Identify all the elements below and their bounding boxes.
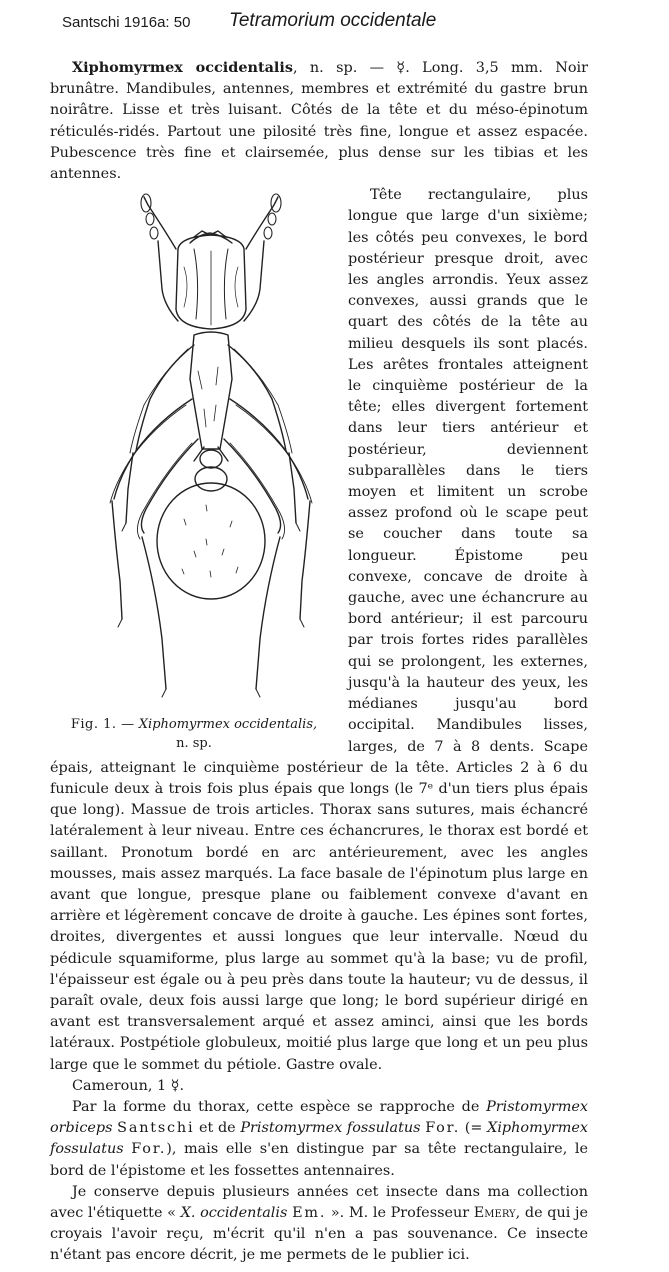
ant-illustration xyxy=(86,189,336,709)
closing-text-3: , de qui je croyais l'avoir reçu, m'écrit qu'il n'en a pas souvenance. Ce insecte n'étant pas encore décrit, je me permets de le publier ici. xyxy=(50,1204,588,1264)
intro-text: , n. sp. — ☿. Long. 3,5 mm. Noir brunâtre. Mandibules, antennes, membres et extrémité du gastre brun noirâtre. Lisse et très luisant. Côtés de la tête et du méso-épinotum réticulés-ridés. Partout une pilosité très fine, longue et assez espacée. Pubescence très fine et clairsemée, plus dense sur les tibias et les antennes. xyxy=(50,60,588,183)
description-paragraph: Tête rectangulaire, plus longue que large d'un sixième; les côtés peu convexes, le bord postérieur presque droit, avec les angles arrondis. Yeux assez convexes, aussi grands que le quart des côtés de la tête au milieu desquels ils sont placés. Les arêtes frontales atteignent le cinquième postérieur de la tête; elles divergent fortement dans leur tiers antérieur et postérieur, deviennent subparallèles dans le tiers moyen et limitent un scrobe assez profond où le scape peut se coucher dans toute sa longueur. Épistome peu convexe, concave de droite à gauche, avec une échancrure au bord antérieur; il est parcouru par trois fortes rides parallèles qui se prolongent, les externes, jusqu'à la hauteur des yeux, les médianes jusqu'au bord occipital. Mandibules lisses, larges, de 7 à 8 dents. Scape épais, atteignant le cinquième postérieur de la tête. Articles 2 à 6 du funicule deux à trois fois plus épais que longs (le 7ᵉ d'un tiers plus épais que long). Massue de trois articles. Thorax sans sutures, mais échancré latéralement à leur niveau. Entre ces échancrures, le thorax est bordé et saillant. Pronotum bordé en arc antérieurement, avec les angles mousses, mais assez marqués. La face basale de l'épinotum plus large en avant que longue, presque plane ou faiblement convexe d'avant en arrière et légèrement concave de droite à gauche. Les épines sont fortes, droites, divergentes et aussi longues que leur intervalle. Nœud du pédicule squamiforme, plus large au sommet qu'à la base; vu de profil, l'épaisseur est égale ou à peu près dans toute la hauteur; vu de dessus, il paraît ovale, deux fois aussi large que long; le bord supérieur dirigé en avant est transversalement arqué et assez aminci, ainsi que les bords latéraux. Postpétiole globuleux, moitié plus large que long et un peu plus large que le sommet du pétiole. Gastre ovale. xyxy=(50,187,588,1073)
figure-species-name: Xiphomyrmex occidentalis, xyxy=(138,717,318,733)
species-name: Xiphomyrmex occidentalis xyxy=(72,59,293,76)
comparison-text-4: ), mais elle s'en distingue par sa tête rectangulaire, le bord de l'épistome et les fossettes antennaires. xyxy=(50,1141,588,1179)
closing-paragraph xyxy=(50,1182,588,1267)
description-text xyxy=(50,57,588,1267)
closing-text-2: ». M. le Professeur xyxy=(326,1204,474,1221)
taxon-xiphomyrmex-fossulatus: Xiphomyrmex fossulatus xyxy=(50,1120,589,1158)
figure-status: n. sp. xyxy=(176,736,212,752)
intro-paragraph xyxy=(50,57,588,185)
figure-caption xyxy=(50,715,338,753)
taxon-pristomyrmex-orbiceps: Pristomyrmex orbiceps xyxy=(50,1098,588,1137)
comparison-text-3: (= xyxy=(460,1120,488,1137)
comparison-paragraph xyxy=(50,1097,588,1182)
author-forel: For. xyxy=(425,1120,461,1137)
figure-number: Fig. 1. — xyxy=(70,717,135,733)
citation-reference: Santschi 1916a: 50 xyxy=(62,14,191,31)
closing-text-1: Je conserve depuis plusieurs années cet insecte dans ma collection avec l'étiquette « xyxy=(50,1183,588,1221)
author-emery-short: Em. xyxy=(292,1204,327,1221)
author-emery: Emery xyxy=(473,1204,516,1221)
author-santschi: Santschi xyxy=(117,1120,195,1137)
figure-1 xyxy=(50,185,338,753)
locality-paragraph: Cameroun, 1 ☿. xyxy=(72,1077,185,1094)
comparison-text-1: Par la forme du thorax, cette espèce se rapproche de xyxy=(72,1098,487,1115)
taxon-pristomyrmex-fossulatus: Pristomyrmex fossulatus xyxy=(240,1120,421,1137)
comparison-text-2: et de xyxy=(194,1120,241,1137)
taxon-title: Tetramorium occidentale xyxy=(229,10,437,31)
page-header xyxy=(38,8,658,38)
author-forel: For. xyxy=(131,1141,167,1158)
taxon-x-occidentalis: X. occidentalis xyxy=(180,1204,288,1221)
